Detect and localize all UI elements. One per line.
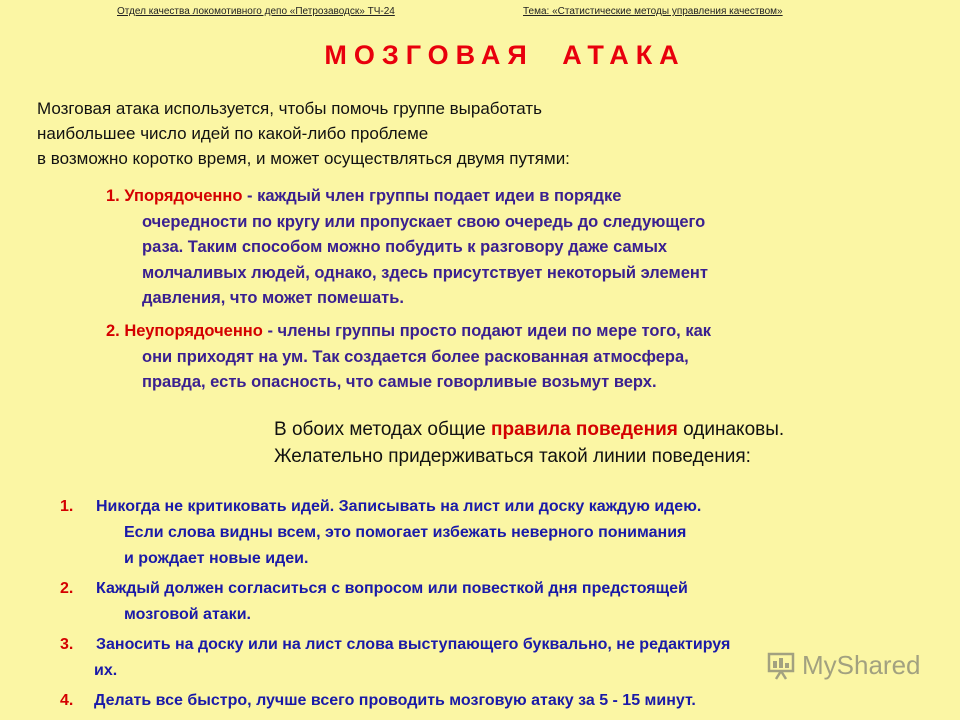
method-text: раза. Таким способом можно побудить к разговору даже самых: [142, 238, 668, 256]
rules-intro-line: Желательно придерживаться такой линии поведения:: [274, 446, 751, 467]
rule-number: 4.: [60, 692, 74, 709]
rules-highlight: правила поведения: [490, 419, 678, 440]
rule-text: Никогда не критиковать идей. Записывать на лист или доску каждую идею.: [96, 498, 702, 515]
page-title: МОЗГОВАЯ АТАКА: [324, 40, 686, 70]
method-text: молчаливых людей, однако, здесь присутствует некоторый элемент: [142, 263, 708, 282]
intro-line: Мозговая атака используется, чтобы помочь группе выработать: [37, 99, 542, 118]
rule-text: Делать все быстро, лучше всего проводить мозговую атаку за 5 - 15 минут.: [94, 692, 696, 709]
rule-text: Если слова видны всем, это помогает избежать неверного понимания: [124, 524, 687, 541]
method-unordered: [106, 319, 711, 396]
watermark-text: MyShared: [802, 650, 921, 680]
rule-number: 3.: [60, 636, 74, 653]
rule-number: 1.: [60, 498, 74, 515]
rule-item: [60, 576, 688, 628]
rule-item: [60, 688, 696, 714]
rules-intro: [274, 416, 784, 470]
method-text: очередности по кругу или пропускает свою очередь до следующего: [142, 212, 706, 231]
method-number: 2.: [106, 322, 120, 340]
rule-text: Каждый должен согласиться с вопросом или повесткой дня предстоящей: [96, 580, 688, 597]
rule-item: [60, 632, 730, 684]
method-name: Упорядоченно: [124, 187, 243, 205]
intro-paragraph: [37, 96, 570, 171]
method-text: правда, есть опасность, что самые говорливые возьмут верх.: [142, 373, 657, 391]
rule-text: их.: [94, 662, 118, 679]
rule-number: 2.: [60, 580, 74, 597]
rules-intro-text: В обоих методах общие: [274, 419, 491, 440]
presentation-board-icon: [766, 651, 796, 681]
watermark: [766, 650, 921, 681]
method-text: они приходят на ум. Так создается более раскованная атмосфера,: [142, 347, 689, 366]
rule-item: [60, 494, 701, 572]
method-text: - каждый член группы подает идеи в порядке: [242, 187, 622, 205]
method-text: давления, что может помешать.: [142, 289, 404, 307]
rule-text: и рождает новые идеи.: [124, 550, 309, 567]
method-ordered: [106, 184, 708, 312]
header-topic: Тема: «Статистические методы управления качеством»: [523, 6, 783, 17]
header-department: Отдел качества локомотивного депо «Петрозаводск» ТЧ-24: [117, 6, 395, 17]
intro-line: наибольшее число идей по какой-либо проблеме: [37, 124, 429, 143]
intro-line: в возможно коротко время, и может осуществляться двумя путями:: [37, 149, 570, 168]
method-number: 1.: [106, 187, 120, 205]
header: [117, 6, 783, 17]
rule-text: мозговой атаки.: [124, 606, 251, 623]
method-text: - члены группы просто подают идеи по мере того, как: [262, 322, 712, 340]
rules-intro-text: одинаковы.: [677, 419, 785, 440]
rule-text: Заносить на доску или на лист слова выступающего буквально, не редактируя: [96, 636, 731, 653]
method-name: Неупорядоченно: [124, 322, 263, 340]
